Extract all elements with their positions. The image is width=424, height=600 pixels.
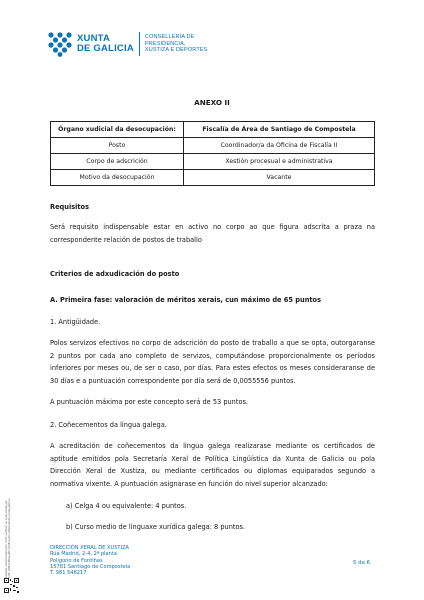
max-points-text: A puntuación máxima por este concepto será de 53 puntos.	[50, 398, 249, 406]
fase-heading: A. Primeira fase: valoración de méritos xerais, cun máximo de 65 puntos	[50, 296, 321, 304]
logo-line1: XUNTA	[77, 33, 111, 44]
table-cell-value: Coordinador/a da Oficina de Fiscalía II	[184, 138, 375, 154]
dept-line1: CONSELLERÍA DE	[144, 34, 195, 41]
lingua-text: A acreditación de coñecementos da lingua galega realizarase mediante os certificados de aptitude emitidos pola Secretaría Xeral de Política Lingüística da Xunta de Galicia ou pola Dirección Xeral de Xustiza, ou mediante certificados ou diplomas equiparados segundo a normativa vixente. A puntuación asignarase en función do nivel superior alcanzado:	[50, 442, 375, 488]
sub-item-a: a) Celga 4 ou equivalente: 4 puntos.	[66, 502, 187, 510]
dept-line3: XUSTIZA E DEPORTES	[144, 47, 208, 54]
position-table	[50, 121, 375, 186]
table-row	[51, 154, 375, 170]
footer-address	[50, 545, 130, 576]
table-row	[51, 138, 375, 154]
footer-line3: Polígono de Fontiñas	[50, 557, 103, 564]
table-cell-label: Órgano xudicial da desocupación:	[51, 122, 184, 138]
table-cell-label: Corpo de adscrición	[51, 154, 184, 170]
table-cell-value: Xestión procesual e administrativa	[184, 154, 375, 170]
sub-item-b: b) Curso medio de linguaxe xurídica galega: 8 puntos.	[66, 523, 246, 531]
dept-line2: PRESIDENCIA,	[144, 40, 186, 47]
table-cell-label: Posto	[51, 138, 184, 154]
department-name	[145, 34, 208, 53]
footer-line4: 15781 Santiago de Compostela	[50, 563, 131, 570]
requisitos-text: Será requisito indispensable estar en activo no corpo ao que figura adscrita a praza na correspondente relación de postos de traballo	[50, 223, 375, 244]
criterios-heading: Criterios de adxudicación do posto	[50, 270, 180, 278]
qr-code-icon	[4, 578, 19, 593]
annex-title: ANEXO II	[194, 98, 230, 107]
antiguidade-text: Polos servizos efectivos no corpo de adscrición do posto de traballo a que se opta, outorgaranse 2 puntos por cada ano completo de servizos, computándose proporcionalmente os períodos inferiores por meses ou, de ser o caso, por días. Para estes efectos os meses consideraranse de 30 días e a puntuación correspondente por día será de 0,0055556 puntos.	[50, 339, 375, 385]
table-cell-label: Motivo da desocupación	[51, 170, 184, 186]
logo-divider	[139, 32, 140, 56]
item-antiguidade: 1. Antigüidade.	[50, 318, 101, 326]
table-cell-value: Vacante	[184, 170, 375, 186]
xunta-emblem-icon	[47, 31, 73, 57]
sidebar-line2: CVE: gNZuT3BnuyW0 Verificación: https://sede.xunta.gal/cve	[8, 498, 12, 578]
logo-name	[77, 34, 134, 54]
page-number: 5 de 6	[353, 560, 371, 566]
xunta-logo	[47, 31, 208, 57]
table-row	[51, 122, 375, 138]
footer-line1: DIRECCIÓN XERAL DE XUSTIZA	[50, 545, 130, 551]
footer-line2: Rúa Madrid, 2-4, 2ª planta	[50, 551, 117, 558]
table-row	[51, 170, 375, 186]
table-cell-value: Fiscalía de Área de Santiago de Compostela	[184, 122, 375, 138]
item-lingua: 2. Coñecementos da lingua galega.	[50, 421, 167, 429]
requisitos-heading: Requisitos	[50, 203, 90, 211]
footer-line5: T. 981 546217	[50, 570, 87, 577]
logo-line2: DE GALICIA	[77, 43, 134, 54]
verification-sidebar	[5, 468, 13, 578]
sidebar-line1: Asinado electronicamente. CVE: verificar en sede.xunta.gal	[5, 500, 8, 578]
